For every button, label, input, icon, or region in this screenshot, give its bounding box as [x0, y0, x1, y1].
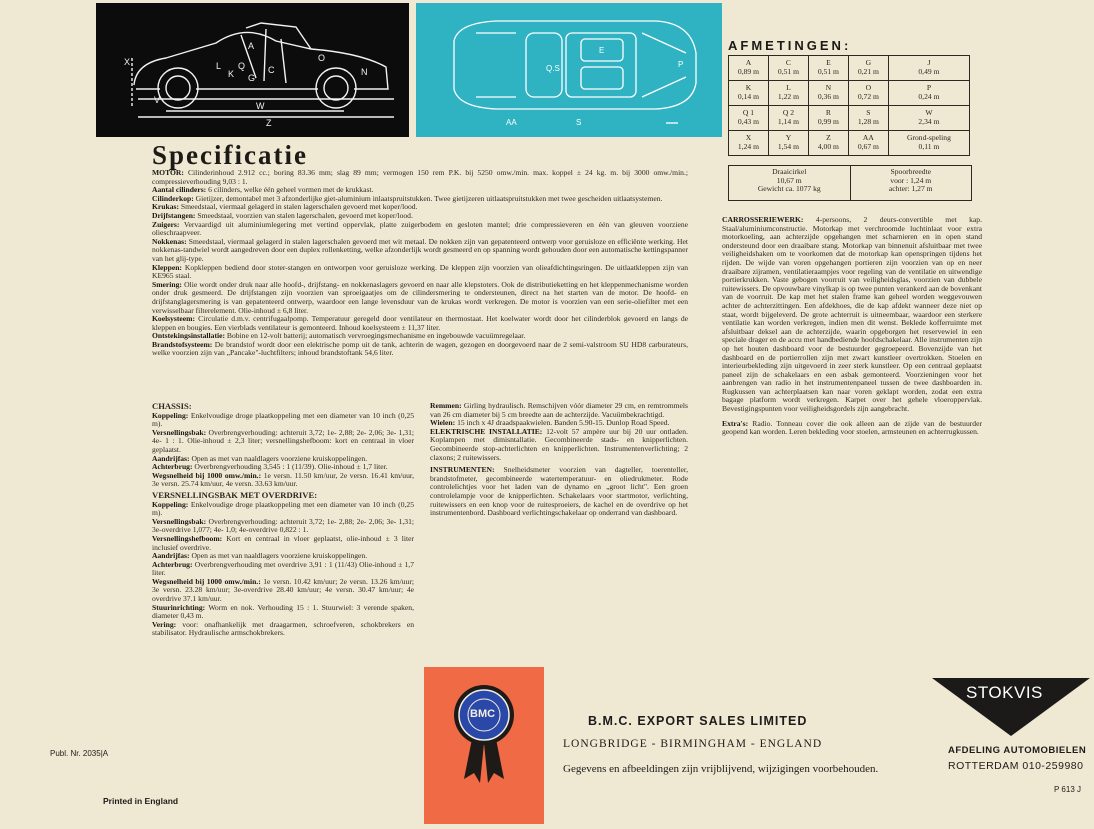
spec-paragraph: Ontstekingsinstallatie: Bobine en 12-volt batterij; automatisch vervroegingsmechanisme en ingebouwde vacuümregelaar.	[152, 331, 526, 341]
svg-text:O: O	[318, 53, 326, 63]
spec-paragraph: Smering: Olie wordt onder druk naar alle hoofd-, drijfstang- en nokkenaslagers gevoerd en naar alle klepstoters. Ook de distributieketting en het kleppenmechanisme worden onder druk gesmeerd. De drijfstangen zijn voorzien van sproeigaatjes om de cilindersmering te ondersteunen, direct na het starten van de motor. De hoofd- en drijfstanglagersmering is van gepatenteerd ontwerp, waardoor een lange levensduur van de krukas wordt verkregen. De motor is voorzien van een serie-oliefilter met een verwisselbaar filterelement. Olie-inhoud ± 6,8 liter.	[152, 279, 688, 315]
chassis-heading: CHASSIS:	[152, 401, 192, 411]
table-cell: S 1,28 m	[848, 106, 888, 131]
disclaimer-note: Gegevens en afbeeldingen zijn vrijblijvend, wijzigingen voorbehouden.	[563, 763, 879, 775]
engine-specifications	[152, 169, 688, 358]
spec-paragraph: Achterbrug: Overbrengverhouding 3,545 : 1 (11/39). Olie-inhoud ± 1,7 liter.	[152, 462, 388, 472]
svg-text:L: L	[216, 61, 222, 71]
spec-paragraph: Versnellingsbak: Overbrengverhouding: achteruit 3,72; 1e- 2,88; 2e- 2,06; 3e- 1,31; 4e- 1 : 1. Olie-inhoud ± 2,3 liter; versnellingshefboom: kort en centraal in vloer geplaatst.	[152, 427, 414, 454]
table-cell: L 1,22 m	[768, 81, 808, 106]
spec-paragraph: Aandrijfas: Open as met van naaldlagers voorziene kruiskoppelingen.	[152, 551, 368, 561]
spec-paragraph: Remmen: Girling hydraulisch. Remschijven vóór diameter 29 cm, en remtrommels van 26 cm diameter bij 5 cm breedte aan de achterzijde. Vacuümbekrachtigd.	[430, 401, 688, 419]
top-view-car-diagram	[416, 3, 722, 137]
table-cell: W 2,34 m	[888, 106, 969, 131]
middle-column	[430, 402, 688, 518]
turning-circle-track-box	[728, 165, 972, 201]
spec-paragraph: Kleppen: Kopkleppen bediend door stoter-stangen en ontworpen voor geruisloze werking. De kleppen zijn voorzien van olieafdichtingsringen. De uitlaatkleppen zijn van KE965 staal.	[152, 262, 688, 281]
dimensions-title: AFMETINGEN:	[728, 38, 852, 53]
track-width-cell: Spoorbreedte voor : 1,24 m achter: 1,27 m	[888, 167, 933, 194]
spec-paragraph: CARROSSERIEWERK: 4-persoons, 2 deurs-convertible met kap. Staal/aluminiumconstructie. Motorkap met verchroomde luchtinlaat voor extra motorkoeling, aan achterzijde opgehangen met scharnieren en in open stand ondersteund door een draaibare stang. Motorkap van binnenuit afsluitbaar met twee veiligheidshaken om te voorkomen dat de motorkap kan openspringen tijdens het rijden. De wijde van voren opgehangen portieren zijn voorzien van op en neer draaibare zijramen, ventilatieraampjes voor regeling van de ventilatie en uitwendige portierkrukken. Vaste gebogen voorruit van veiligheidsglas, voorzien van dubbele ruitewissers. De opvouwbare vinylkap is op twee punten verankerd aan de bovenkant van de voorruit. De kap met het stalen frame kan geheel worden weggevouwen achter de achterzittingen. Een afdekhoes, die de kap afdekt wanneer deze niet op staat, wordt bijgeleverd. De grote achterruit is uitneembaar, waardoor een sterkere ventilatie kan worden verkregen, indien men dit wenst. Beklede kofferruimte met afsluitbaar deksel aan de achterzijde, waarin opgeborgen het reservewiel in een speciale drager en de accu met handbediende hoofdschakelaar. Alle instrumenten zijn op het houten dashboard voor de bestuurder gegroepeerd. Bovenzijde van het dashboard en de portierrollen zijn met zwart kunstleer overtrokken. Stoelen en interieurbekleding zijn uitgevoerd in zeer sterk kunstleer. Op een centraal geplaatst paneel zijn de schakelaars en een asbak gemonteerd. Voorzieningen voor het aanbrengen van radio in het instrumentenpaneel tussen de twee dashboarden in. Rugkussen van achterplaatsen kan naar voren geklapt worden, zodat een extra bagage platform wordt verkregen. Karpet over het gehele vloeroppervlak. Bevestigingspunten voor veiligheidsgordels zijn aangebracht.	[722, 215, 982, 414]
table-cell: Z 4,00 m	[808, 131, 848, 156]
bmc-logo-panel	[424, 667, 544, 824]
spec-paragraph: Vering: voor: onafhankelijk met draagarmen, schroefveren, schokbrekers en stabilisator. Hydraulische armschokbrekers.	[152, 619, 414, 638]
svg-text:K: K	[228, 69, 235, 79]
spec-paragraph: Krukas: Smeedstaal, viermaal gelagerd in stalen lagerschalen gevoerd met koper/lood.	[152, 202, 418, 212]
turning-circle-cell: Draaicirkel 10,67 m Gewicht ca. 1077 kg	[729, 166, 851, 200]
car-top-drawing	[416, 3, 722, 137]
chassis-column	[152, 402, 414, 638]
rotterdam-phone: ROTTERDAM 010-259980	[948, 760, 1084, 772]
spec-paragraph: MOTOR: Cilinderinhoud 2.912 cc.; boring 83.36 mm; slag 89 mm; vermogen 150 rem P.K. bij 5250 omw./min. max. koppel ± 24 kg. m. bij 3000 omw./min.; compressieverhouding 9,03 : 1.	[152, 168, 688, 186]
table-row	[729, 81, 970, 106]
svg-text:A: A	[248, 41, 255, 51]
spec-paragraph: ELEKTRISCHE INSTALLATIE: 12-volt 57 ampère uur bij 20 uur ontladen. Koplampen met dimisntallatie. Gecombineerde stads- en knipperlichten. Gecombineerde stop-achterlichten en knipperlichten. Instrumentenverlichting; 2 claxons; 2 ruitewissers.	[430, 426, 689, 462]
spec-paragraph: Extra's: Radio. Tonneau cover die ook alleen aan de zijde van de bestuurder geopend kan worden. Leren bekleding voor stoelen, armsteunen en achterrugkussen.	[722, 418, 982, 437]
svg-text:V: V	[154, 95, 161, 105]
table-cell: Y 1,54 m	[768, 131, 808, 156]
spec-paragraph: Cilinderkop: Gietijzer, demontabel met 3 afzonderlijke giet-aluminium inlaatspruitstukken. Twee gietijzeren uitlaatspruitstukken met twee gescheiden uitlaatsystemen.	[152, 193, 663, 203]
table-row	[729, 56, 970, 81]
company-name: B.M.C. EXPORT SALES LIMITED	[588, 714, 808, 728]
svg-text:W: W	[256, 101, 265, 111]
car-side-drawing	[96, 3, 409, 137]
printed-in-england: Printed in England	[103, 796, 179, 806]
svg-text:E: E	[599, 46, 605, 55]
spec-paragraph: Aantal cilinders: 6 cilinders, welke één geheel vormen met de krukkast.	[152, 185, 374, 195]
table-cell: J 0,49 m	[888, 56, 969, 81]
spec-paragraph: INSTRUMENTEN: Snelheidsmeter voorzien van dagteller, toerenteller, brandstofmeter, gecombineerde watertemperatuur- en oliedrukmeter. Rode controlelichtjes voor het laden van de dynamo en „groot licht". Een groen controlelampje voor de knipperlichten. Schakelaars voor startmotor, verlichting, ruitewissers en een knop voor de ruitesproeiers, de kachel en de overdrive op het instrumentenbord. Dashboard verlichtingschakelaar op onderrand van dashboard.	[430, 465, 688, 518]
table-cell: N 0,36 m	[808, 81, 848, 106]
bmc-logo-text: BMC	[470, 708, 496, 720]
table-cell: G 0,21 m	[848, 56, 888, 81]
page-title: Specificatie	[152, 140, 308, 170]
svg-text:G: G	[248, 73, 256, 83]
svg-text:N: N	[361, 67, 368, 77]
svg-text:C: C	[268, 65, 275, 75]
spec-paragraph: Brandstofsysteem: De brandstof wordt door een elektrische pomp uit de tank, achterin de wagen, gezogen en doorgevoerd naar de 2 semi-valstroom SU HD8 carburateurs, welke voorzien zijn van „Pancake"-luchtfilters; inhoud brandstoftank 54,6 liter.	[152, 339, 688, 358]
spec-paragraph: Aandrijfas: Open as met van naaldlagers voorziene kruiskoppelingen.	[152, 453, 368, 463]
spec-paragraph: Koelsysteem: Circulatie d.m.v. centrifugaalpomp. Temperatuur geregeld door ventilateur en thermostaat. Het koelwater wordt door het cilinderblok gevoerd en langs de kleppen en bougies. Een vierblads ventilateur is gemonteerd. Inhoud koelsysteem ± 11,37 liter.	[152, 314, 688, 332]
table-cell: Q 1 0,43 m	[729, 106, 769, 131]
spec-paragraph: Koppeling: Enkelvoudige droge plaatkoppeling met een diameter van 10 inch (0,25 m).	[152, 499, 414, 518]
svg-text:X: X	[124, 57, 131, 67]
table-cell: Grond-speling 0,11 m	[888, 131, 969, 156]
company-address: LONGBRIDGE - BIRMINGHAM - ENGLAND	[563, 738, 823, 750]
svg-text:S: S	[576, 118, 582, 127]
svg-text:Z: Z	[266, 118, 272, 128]
table-cell: X 1,24 m	[729, 131, 769, 156]
dimensions-table	[728, 55, 970, 156]
table-cell: O 0,72 m	[848, 81, 888, 106]
spec-paragraph: Nokkenas: Smeedstaal, viermaal gelagerd in stalen lagerschalen gevoerd met wit metaal. De nokken zijn van gepatenteerd ontwerp voor geruisloze en efficiënte werking. Het nokkenas-tandwiel wordt aangedreven door een duplex rollenketting, welke afzonderlijk wordt gesmeerd en op spanning wordt gehouden door een automatische kettingspanner van het glij-type.	[152, 236, 688, 263]
table-row	[729, 106, 970, 131]
svg-text:Q: Q	[238, 61, 246, 71]
bmc-rosette-logo	[424, 667, 544, 824]
spec-paragraph: Wielen: 15 inch x 4J draadspaakwielen. Banden 5.90-15. Dunlop Road Speed.	[430, 418, 670, 428]
stokvis-label: STOKVIS	[966, 683, 1043, 702]
table-cell: K 0,14 m	[729, 81, 769, 106]
department-label: AFDELING AUTOMOBIELEN	[948, 745, 1087, 756]
table-cell: C 0,51 m	[768, 56, 808, 81]
spec-paragraph: Versnellingsbak: Overbrengverhouding: achteruit 3,72; 1e- 2,88; 2e- 2,06; 3e- 1,31; 3e-overdrive 1,077; 4e- 1,0; 4e-overdrive 0,822 : 1.	[152, 516, 414, 535]
table-cell: E 0,51 m	[808, 56, 848, 81]
svg-text:Q.S: Q.S	[546, 64, 560, 73]
table-row	[729, 131, 970, 156]
table-cell: A 0,89 m	[729, 56, 769, 81]
spec-paragraph: Drijfstangen: Smeedstaal, voorzien van stalen lagerschalen, gevoerd met koper/lood.	[152, 210, 413, 220]
spec-paragraph: Stuurinrichting: Worm en nok. Verhouding 15 : 1. Stuurwiel: 3 verende spaken, diameter 0,43 m.	[152, 602, 414, 621]
spec-paragraph: Zuigers: Vervaardigd uit aluminiumlegering met vertind oppervlak, platte zuigerbodem en gesloten mantel; drie compressieveren en één van gleuven voorziene olieschraapveer.	[152, 219, 688, 238]
spec-paragraph: Versnellingshefboom: Kort en centraal in vloer geplaatst, olie-inhoud ± 3 liter inclusief overdrive.	[152, 533, 414, 552]
svg-text:AA: AA	[506, 118, 517, 127]
spec-paragraph: Achterbrug: Overbrengverhouding met overdrive 3,91 : 1 (11/43) Olie-inhoud ± 1,7 liter.	[152, 559, 414, 578]
overdrive-heading: VERSNELLINGSBAK MET OVERDRIVE:	[152, 489, 318, 500]
table-cell: R 0,99 m	[808, 106, 848, 131]
spec-paragraph: Wegsnelheid bij 1000 omw./min.: 1e versn. 10.42 km/uur; 2e versn. 13.26 km/uur; 3e versn. 23.28 km/uur; 3e-overdrive 28.40 km/uur; 4e versn. 30.47 km/uur; 4e overdrive 37.1 km/uur.	[152, 576, 414, 604]
table-cell: Q 2 1,14 m	[768, 106, 808, 131]
table-cell: AA 0,67 m	[848, 131, 888, 156]
publication-number: Publ. Nr. 2035|A	[50, 749, 109, 758]
print-code: P 613 J	[1054, 785, 1081, 794]
spec-paragraph: Wegsnelheid bij 1000 omw./min.: 1e versn. 11.50 km/uur, 2e versn. 16.41 km/uur, 3e versn. 25.74 km/uur, 4e versn. 33.63 km/uur.	[152, 470, 414, 489]
spec-paragraph: Koppeling: Enkelvoudige droge plaatkoppeling met een diameter van 10 inch (0,25 m).	[152, 410, 414, 429]
svg-text:P: P	[678, 60, 684, 69]
bodywork-column	[722, 216, 982, 437]
side-view-car-diagram	[96, 3, 409, 137]
table-cell: P 0,24 m	[888, 81, 969, 106]
